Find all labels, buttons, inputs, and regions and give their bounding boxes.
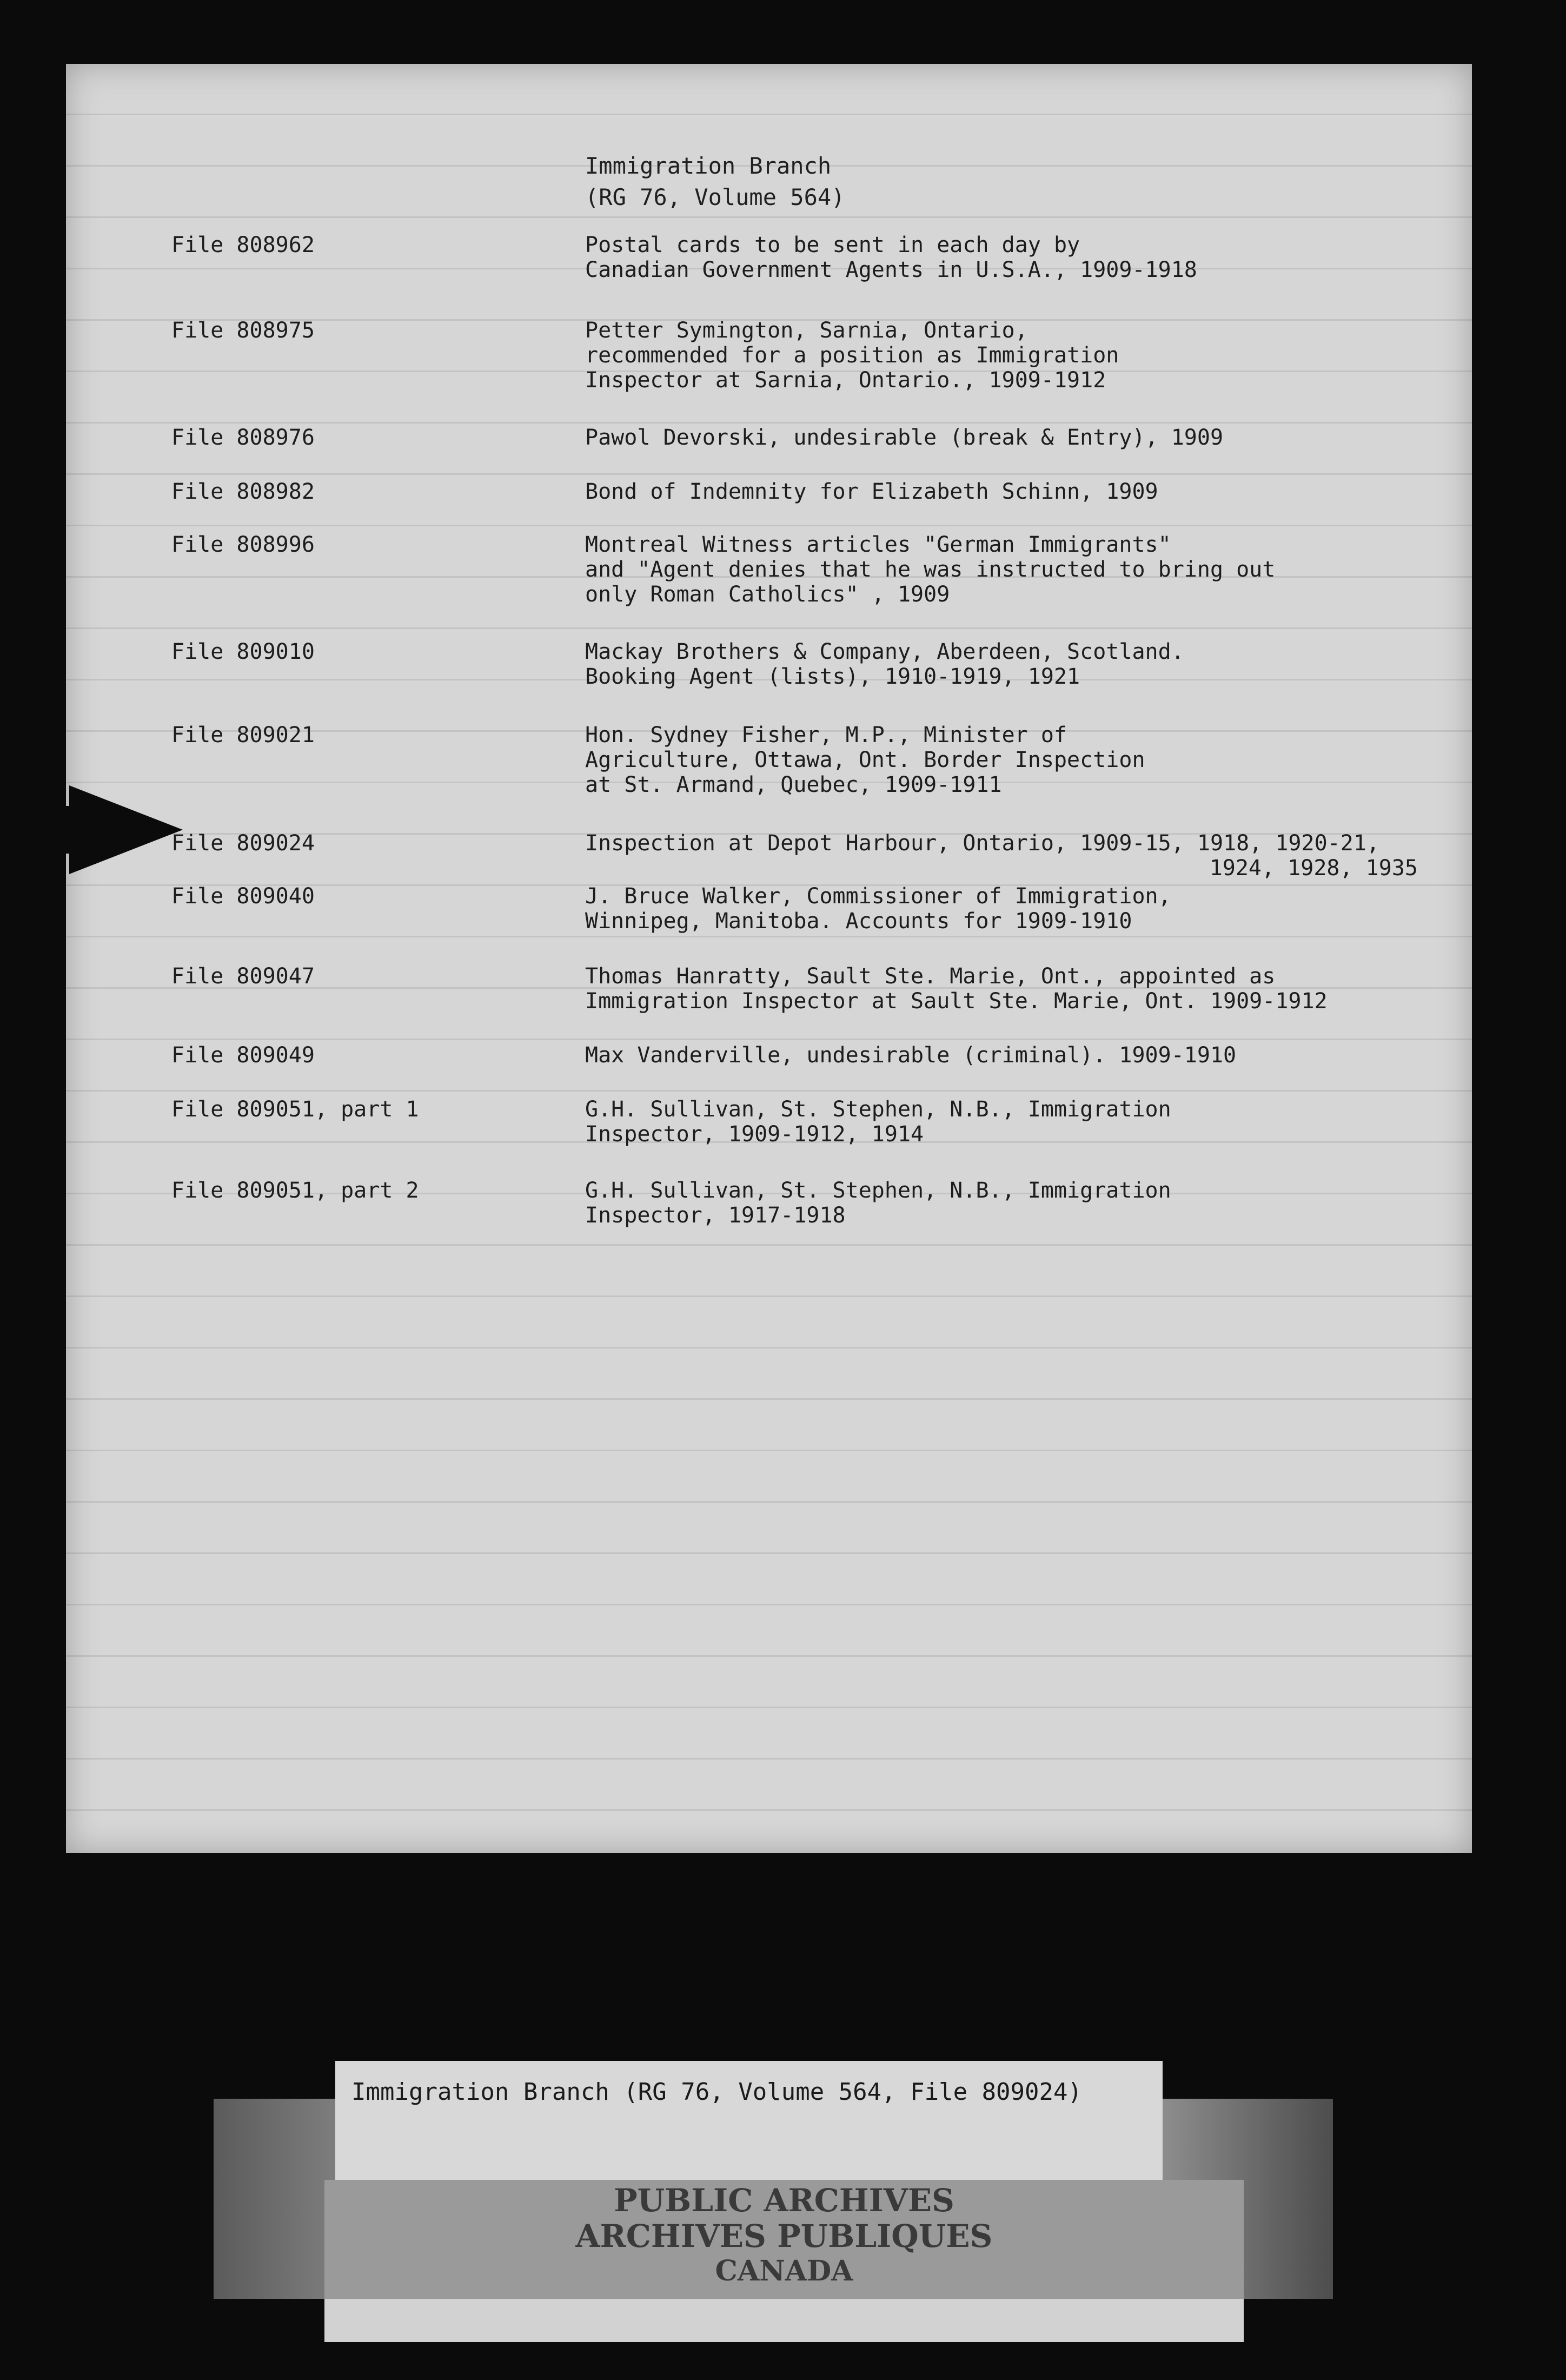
header-volume: (RG 76, Volume 564) bbox=[585, 184, 845, 210]
folder-label-text: Immigration Branch (RG 76, Volume 564, File 809024) bbox=[351, 2078, 1083, 2106]
file-description bbox=[585, 532, 1450, 607]
file-number: File 809021 bbox=[171, 723, 315, 748]
file-number: File 808962 bbox=[171, 233, 315, 257]
stamp-line: CANADA bbox=[715, 2255, 853, 2288]
description-line: Canadian Government Agents in U.S.A., 1909-1918 bbox=[585, 257, 1197, 282]
pointer-arrow-icon bbox=[69, 785, 183, 874]
file-description bbox=[585, 318, 1450, 393]
description-line: Inspection at Depot Harbour, Ontario, 1909-15, 1918, 1920-21, bbox=[585, 831, 1380, 856]
file-number: File 809049 bbox=[171, 1043, 315, 1068]
file-number: File 808982 bbox=[171, 479, 315, 504]
description-line: J. Bruce Walker, Commissioner of Immigration, bbox=[585, 884, 1171, 909]
document-page bbox=[66, 64, 1472, 1853]
file-description bbox=[585, 723, 1450, 797]
header-title: Immigration Branch bbox=[585, 153, 832, 179]
description-line: Max Vanderville, undesirable (criminal). 1909-1910 bbox=[585, 1043, 1237, 1068]
file-description bbox=[585, 425, 1450, 450]
description-line: Mackay Brothers & Company, Aberdeen, Scotland. bbox=[585, 639, 1184, 664]
document-header bbox=[585, 150, 845, 213]
file-number: File 809010 bbox=[171, 639, 315, 664]
stamp-line: ARCHIVES PUBLIQUES bbox=[575, 2218, 993, 2255]
folder-edge-strip bbox=[324, 2299, 1244, 2342]
file-description bbox=[585, 479, 1450, 504]
description-line: Montreal Witness articles "German Immigrants" bbox=[585, 532, 1171, 557]
description-line: Booking Agent (lists), 1910-1919, 1921 bbox=[585, 664, 1080, 689]
description-line: Thomas Hanratty, Sault Ste. Marie, Ont., appointed as bbox=[585, 964, 1276, 989]
description-line: Bond of Indemnity for Elizabeth Schinn, 1909 bbox=[585, 479, 1158, 504]
description-line: Agriculture, Ottawa, Ont. Border Inspection bbox=[585, 748, 1145, 772]
file-description bbox=[585, 964, 1450, 1014]
file-number: File 808996 bbox=[171, 532, 315, 557]
description-line: and "Agent denies that he was instructed to bring out bbox=[585, 557, 1276, 582]
description-line: G.H. Sullivan, St. Stephen, N.B., Immigration bbox=[585, 1097, 1171, 1122]
description-line: only Roman Catholics" , 1909 bbox=[585, 582, 950, 607]
description-line: Winnipeg, Manitoba. Accounts for 1909-1910 bbox=[585, 909, 1132, 934]
description-line: Pawol Devorski, undesirable (break & Entry), 1909 bbox=[585, 425, 1224, 450]
file-number: File 809024 bbox=[171, 831, 315, 856]
description-line: Hon. Sydney Fisher, M.P., Minister of bbox=[585, 723, 1067, 748]
file-number: File 808976 bbox=[171, 425, 315, 450]
file-description bbox=[585, 884, 1450, 934]
stamp-line: PUBLIC ARCHIVES bbox=[614, 2182, 954, 2219]
description-line: recommended for a position as Immigration bbox=[585, 343, 1119, 368]
description-line: Inspector, 1917-1918 bbox=[585, 1203, 846, 1228]
file-number: File 809047 bbox=[171, 964, 315, 989]
description-line: Petter Symington, Sarnia, Ontario, bbox=[585, 318, 1028, 343]
file-description bbox=[585, 831, 1450, 881]
file-number: File 809051, part 2 bbox=[171, 1178, 419, 1203]
description-line: Inspector, 1909-1912, 1914 bbox=[585, 1122, 924, 1147]
file-description bbox=[585, 639, 1450, 689]
file-number: File 808975 bbox=[171, 318, 315, 343]
description-line: 1924, 1928, 1935 bbox=[1209, 856, 1418, 881]
file-description bbox=[585, 1043, 1450, 1068]
description-line: at St. Armand, Quebec, 1909-1911 bbox=[585, 772, 1002, 797]
file-description bbox=[585, 1178, 1450, 1228]
file-number: File 809040 bbox=[171, 884, 315, 909]
file-number: File 809051, part 1 bbox=[171, 1097, 419, 1122]
archives-stamp bbox=[324, 2180, 1244, 2299]
description-line: Immigration Inspector at Sault Ste. Marie, Ont. 1909-1912 bbox=[585, 989, 1328, 1014]
description-line: Inspector at Sarnia, Ontario., 1909-1912 bbox=[585, 368, 1106, 393]
folder-label bbox=[335, 2061, 1163, 2185]
file-description bbox=[585, 233, 1450, 282]
description-line: G.H. Sullivan, St. Stephen, N.B., Immigration bbox=[585, 1178, 1171, 1203]
file-description bbox=[585, 1097, 1450, 1147]
description-line: Postal cards to be sent in each day by bbox=[585, 233, 1080, 257]
